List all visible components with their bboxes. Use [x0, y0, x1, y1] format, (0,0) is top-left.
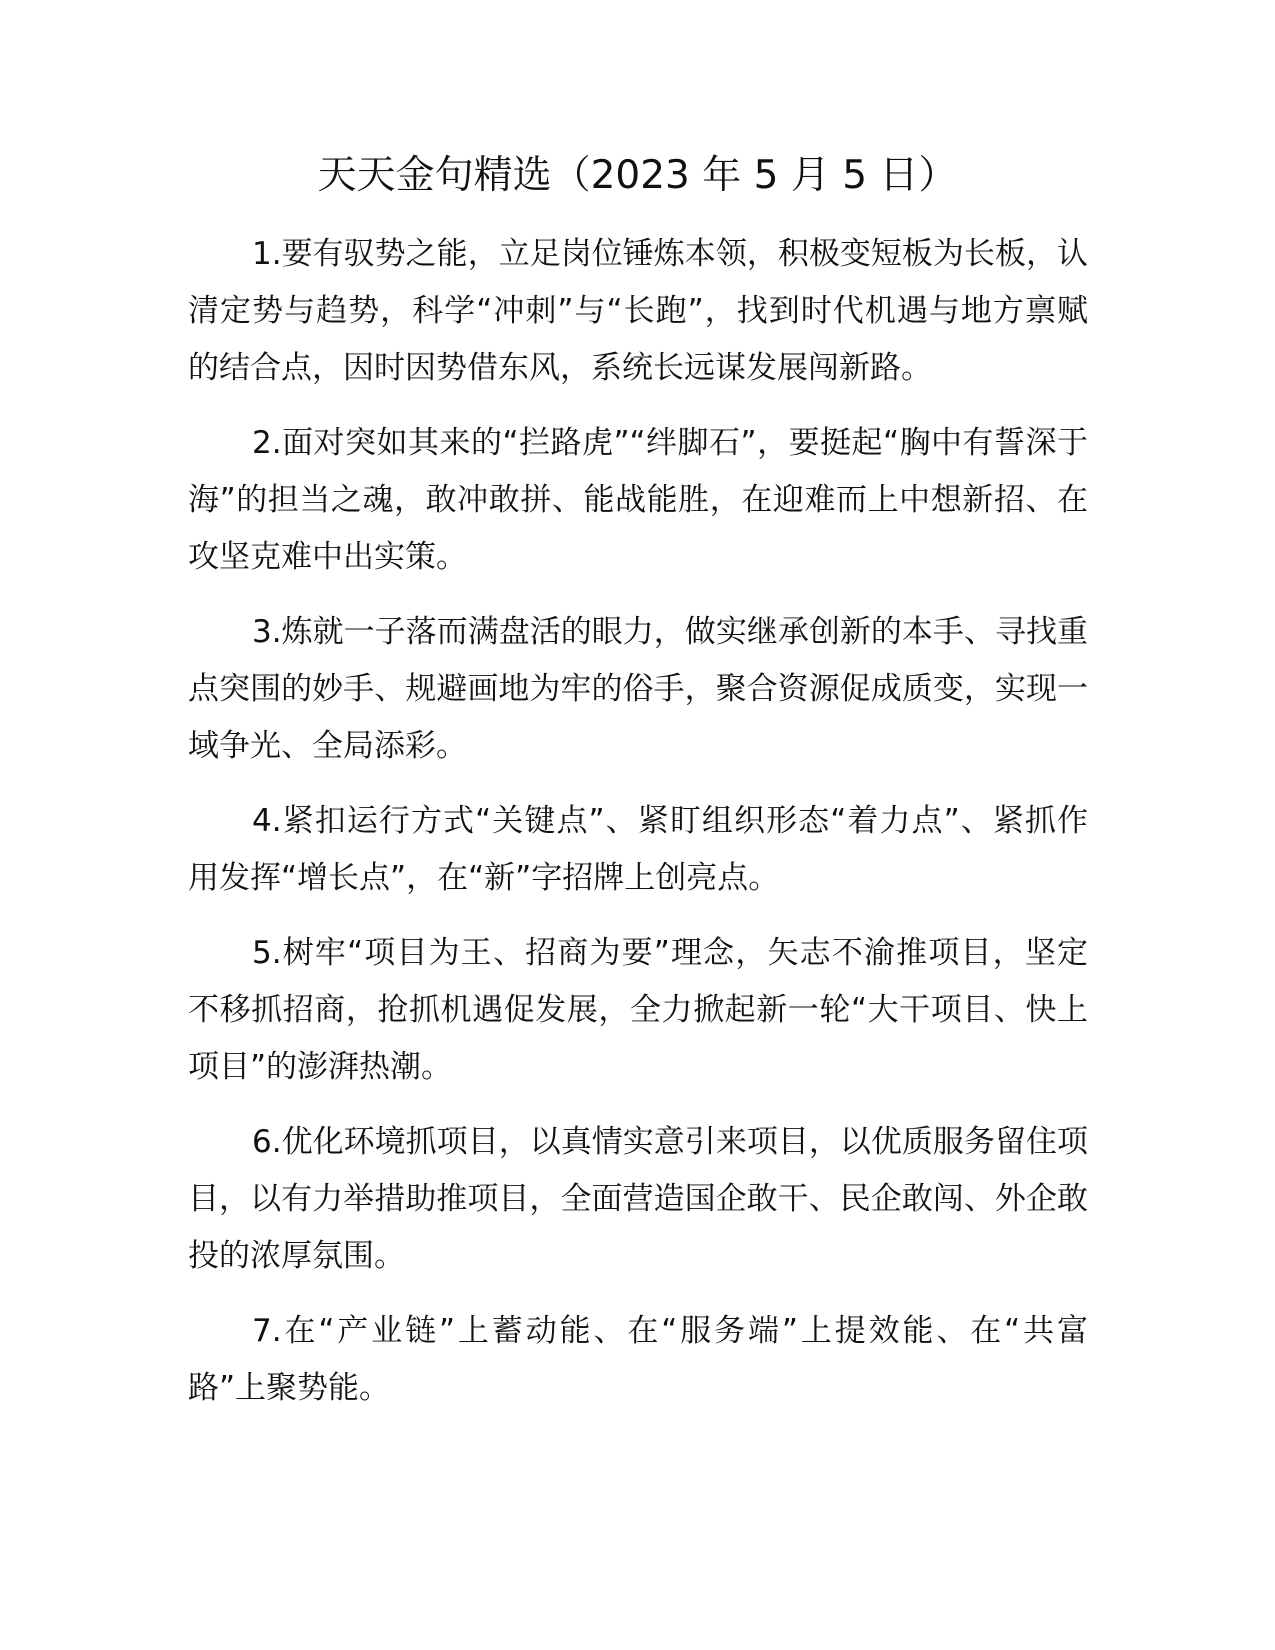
paragraph-5: 5.树牢“项目为王、招商为要”理念，矢志不渝推项目，坚定不移抓招商，抢抓机遇促发展，全力掀起新一轮“大干项目、快上项目”的澎湃热潮。 — [188, 935, 1088, 1085]
document-title: 天天金句精选（2023 年 5 月 5 日） — [317, 153, 958, 198]
paragraph-7: 7.在“产业链”上蓄动能、在“服务端”上提效能、在“共富路”上聚势能。 — [188, 1313, 1088, 1406]
paragraph-1: 1.要有驭势之能，立足岗位锤炼本领，积极变短板为长板，认清定势与趋势，科学“冲刺”与“长跑”，找到时代机遇与地方禀赋的结合点，因时因势借东风，系统长远谋发展闯新路。 — [188, 236, 1088, 386]
paragraph-2: 2.面对突如其来的“拦路虎”“绊脚石”，要挺起“胸中有誓深于海”的担当之魂，敢冲敢拼、能战能胜，在迎难而上中想新招、在攻坚克难中出实策。 — [188, 425, 1088, 575]
document-body — [188, 226, 1088, 1435]
paragraph-3: 3.炼就一子落而满盘活的眼力，做实继承创新的本手、寻找重点突围的妙手、规避画地为牢的俗手，聚合资源促成质变，实现一域争光、全局添彩。 — [188, 614, 1088, 764]
paragraph-4: 4.紧扣运行方式“关键点”、紧盯组织形态“着力点”、紧抓作用发挥“增长点”，在“新”字招牌上创亮点。 — [188, 803, 1088, 896]
paragraph-6: 6.优化环境抓项目，以真情实意引来项目，以优质服务留住项目，以有力举措助推项目，全面营造国企敢干、民企敢闯、外企敢投的浓厚氛围。 — [188, 1124, 1088, 1274]
